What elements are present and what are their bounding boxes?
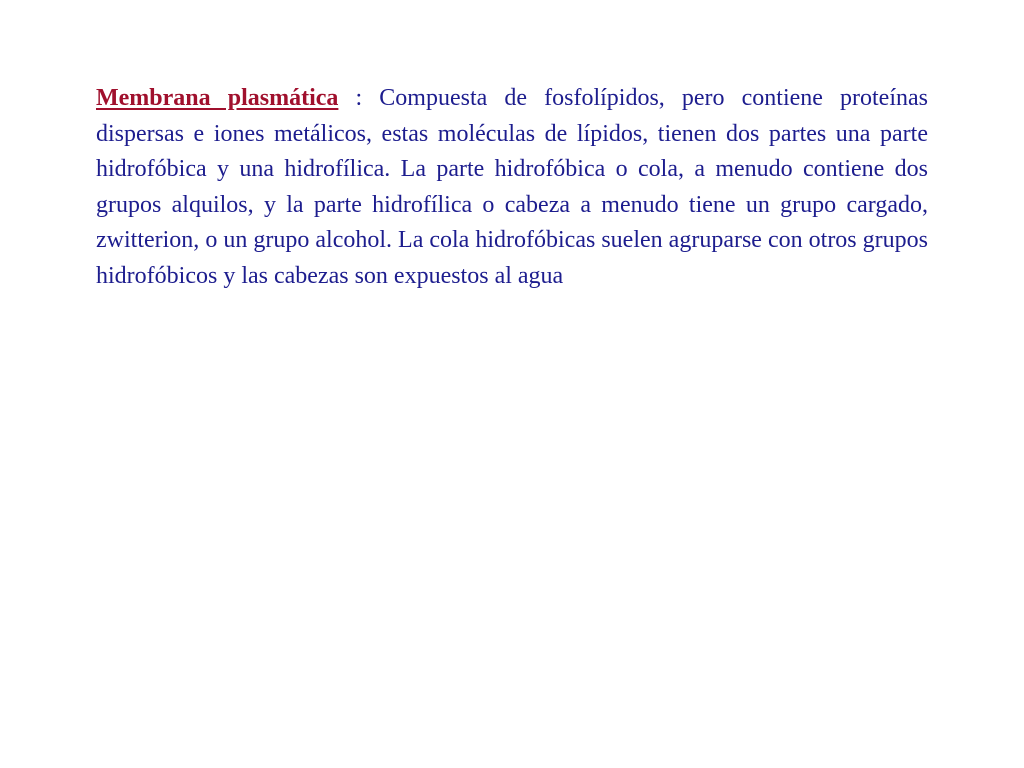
term-separator: : bbox=[338, 85, 380, 111]
term-heading: Membrana plasmática bbox=[96, 85, 339, 111]
definition-body: Compuesta de fosfolípidos, pero contiene proteínas dispersas e iones metálicos, estas moléculas de lípidos, tienen dos partes una parte hidrofóbica y una hidrofílica. La parte hidrofóbica o cola, a menudo contiene dos grupos alquilos, y la parte hidrofílica o cabeza a menudo tiene un grupo cargado, zwitterion, o un grupo alcohol. La cola hidrofóbicas suelen agruparse con otros grupos hidrofóbicos y las cabezas son expuestos al agua bbox=[96, 85, 928, 289]
definition-paragraph bbox=[96, 81, 928, 294]
